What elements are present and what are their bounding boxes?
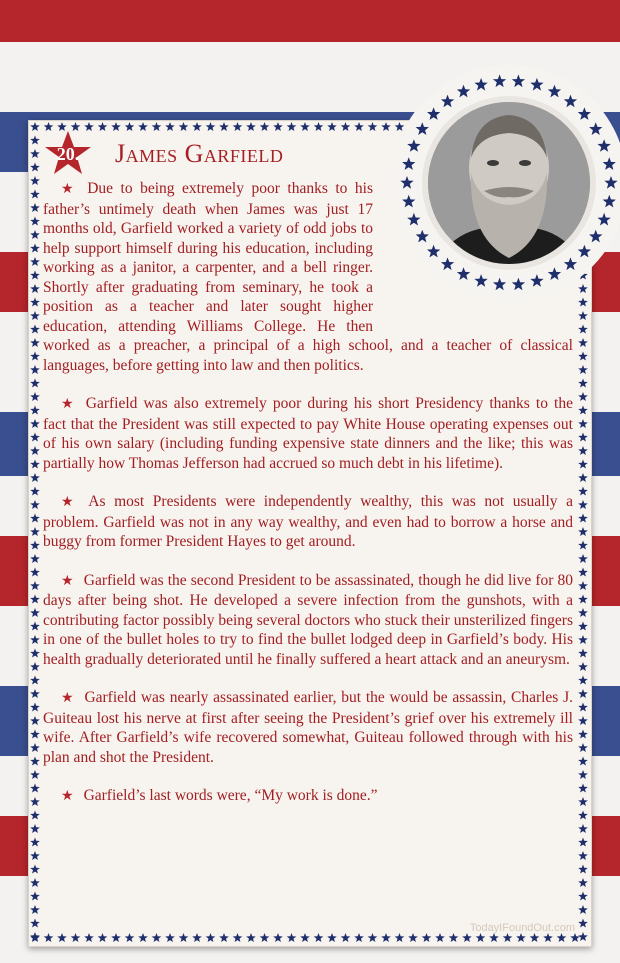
border-star-icon (192, 933, 202, 942)
border-star-icon (408, 933, 418, 942)
border-star-icon (578, 460, 588, 469)
border-star-icon (476, 933, 486, 942)
portrait (389, 63, 620, 303)
border-star-icon (314, 122, 324, 131)
border-star-icon (578, 622, 588, 631)
border-star-icon (30, 311, 40, 320)
border-star-icon (287, 122, 297, 131)
border-star-icon (578, 500, 588, 509)
border-star-icon (98, 122, 108, 131)
border-star-icon (30, 649, 40, 658)
border-star-icon (578, 662, 588, 671)
border-star-icon (125, 122, 135, 131)
border-star-icon (30, 851, 40, 860)
badge-number: 20. (56, 144, 80, 164)
border-star-icon (57, 933, 67, 942)
border-star-icon (30, 500, 40, 509)
border-star-icon (30, 608, 40, 617)
border-star-icon (341, 122, 351, 131)
border-star-icon (314, 933, 324, 942)
border-star-icon (341, 933, 351, 942)
border-star-icon (179, 933, 189, 942)
border-star-icon (138, 122, 148, 131)
border-star-icon (30, 757, 40, 766)
border-star-icon (206, 122, 216, 131)
border-star-icon (368, 122, 378, 131)
border-star-icon (30, 730, 40, 739)
border-star-icon (30, 338, 40, 347)
paragraph-text: Due to being extremely poor thanks to his father’s untimely death when James was just 17 months old, Garfield worked a variety of odd jobs to help support himself during his education, including working as a janitor, a carpenter, and a bell ringer. Shortly after graduating from seminary, he took a position as a teacher and later sought higher education, attending Williams College. He then worked as a preacher, a principal of a high school, and a teacher of classical languages, before getting into law and then politics. (43, 180, 573, 374)
border-star-icon (578, 797, 588, 806)
border-star-icon (30, 919, 40, 928)
paragraph-text: Garfield was also extremely poor during his short Presidency thanks to the fact that the President was still expected to pay White House operating expenses out of his own salary (including funding expensive state dinners and the like; this was partially how Thomas Jefferson had accrued so much debt in his lifetime). (43, 395, 573, 472)
border-star-icon (578, 757, 588, 766)
border-star-icon (578, 703, 588, 712)
border-star-icon (165, 933, 175, 942)
border-star-icon (30, 176, 40, 185)
border-star-icon (578, 838, 588, 847)
border-star-icon (530, 933, 540, 942)
paragraph-3 (43, 492, 573, 552)
border-star-icon (30, 298, 40, 307)
border-star-icon (30, 284, 40, 293)
border-star-icon (578, 892, 588, 901)
border-star-icon (327, 933, 337, 942)
border-star-icon (578, 514, 588, 523)
paragraph-5 (43, 688, 573, 767)
border-star-icon (578, 608, 588, 617)
paragraph-text: Garfield’s last words were, “My work is done.” (83, 787, 378, 804)
border-star-icon (578, 919, 588, 928)
border-star-icon (30, 190, 40, 199)
border-star-icon (30, 541, 40, 550)
border-star-icon (578, 379, 588, 388)
border-star-icon (30, 122, 40, 131)
border-star-icon (578, 352, 588, 361)
border-star-icon (30, 271, 40, 280)
border-star-icon (30, 797, 40, 806)
border-star-icon (287, 933, 297, 942)
border-star-icon (30, 892, 40, 901)
border-star-icon (233, 933, 243, 942)
border-star-icon (125, 933, 135, 942)
border-star-icon (30, 163, 40, 172)
border-star-icon (152, 933, 162, 942)
border-star-icon (206, 933, 216, 942)
border-star-icon (449, 933, 459, 942)
star-icon: ★ (61, 691, 75, 706)
border-star-icon (30, 514, 40, 523)
border-star-icon (98, 933, 108, 942)
border-star-icon (192, 122, 202, 131)
border-star-icon (578, 568, 588, 577)
border-star-icon (578, 473, 588, 482)
watermark: TodayIFoundOut.com (469, 922, 575, 934)
border-star-icon (111, 122, 121, 131)
border-star-icon (578, 824, 588, 833)
border-star-icon (219, 933, 229, 942)
border-star-icon (219, 122, 229, 131)
border-star-icon (165, 122, 175, 131)
border-star-icon (354, 122, 364, 131)
border-star-icon (30, 595, 40, 604)
border-star-icon (578, 365, 588, 374)
star-icon: ★ (61, 573, 74, 589)
border-star-icon (543, 933, 553, 942)
border-star-icon (30, 743, 40, 752)
border-star-icon (30, 568, 40, 577)
border-star-icon (516, 933, 526, 942)
paragraph-4 (43, 571, 573, 670)
border-star-icon (578, 932, 588, 941)
border-star-icon (30, 379, 40, 388)
border-star-icon (30, 703, 40, 712)
border-star-icon (71, 933, 81, 942)
border-star-icon (273, 122, 283, 131)
bg-stripe-red (0, 0, 620, 42)
border-star-icon (462, 933, 472, 942)
border-star-icon (30, 838, 40, 847)
border-star-icon (300, 122, 310, 131)
border-star-icon (30, 136, 40, 145)
border-star-icon (30, 676, 40, 685)
border-star-icon (30, 473, 40, 482)
star-icon: ★ (61, 182, 78, 197)
border-star-icon (489, 933, 499, 942)
border-star-icon (30, 365, 40, 374)
border-star-icon (84, 933, 94, 942)
border-star-icon (30, 149, 40, 158)
paragraph-6 (43, 786, 573, 807)
border-star-icon (395, 933, 405, 942)
border-star-icon (578, 554, 588, 563)
border-star-icon (273, 933, 283, 942)
page-title: James Garfield (115, 139, 284, 168)
border-star-icon (300, 933, 310, 942)
fact-card (28, 120, 592, 947)
paragraph-text: As most Presidents were independently wealthy, this was not usually a problem. Garfield was not in any way wealthy, and even had to borrow a horse and buggy from former President Hayes to get around. (43, 493, 573, 550)
border-star-icon (30, 865, 40, 874)
border-star-icon (30, 244, 40, 253)
border-star-icon (260, 122, 270, 131)
border-star-icon (44, 933, 54, 942)
border-star-icon (30, 257, 40, 266)
border-star-icon (30, 433, 40, 442)
border-star-icon (578, 595, 588, 604)
border-star-icon (435, 933, 445, 942)
border-star-icon (578, 338, 588, 347)
border-star-icon (111, 933, 121, 942)
border-star-icon (30, 824, 40, 833)
number-badge (43, 129, 93, 179)
border-star-icon (578, 487, 588, 496)
star-icon: ★ (61, 789, 74, 804)
border-star-icon (578, 784, 588, 793)
paragraph-text: Garfield was the second President to be assassinated, though he did live for 80 days after being shot. He developed a severe infection from the gunshots, with a contributing factor possibly being several doctors who stuck their unsterilized fingers in one of the bullet holes to try to find the bullet lodged deep in Garfield’s body. His health gradually deteriorated until he finally suffered a heart attack and an aneurysm. (43, 571, 573, 668)
border-star-icon (30, 716, 40, 725)
border-star-icon (557, 933, 567, 942)
border-star-icon (30, 554, 40, 563)
border-star-icon (578, 743, 588, 752)
border-star-icon (368, 933, 378, 942)
border-star-icon (578, 716, 588, 725)
star-icon: ★ (61, 397, 76, 412)
border-star-icon (422, 933, 432, 942)
border-star-icon (30, 352, 40, 361)
border-star-icon (30, 487, 40, 496)
border-star-icon (354, 933, 364, 942)
border-star-icon (233, 122, 243, 131)
border-star-icon (138, 933, 148, 942)
border-star-icon (30, 784, 40, 793)
border-star-icon (30, 446, 40, 455)
border-star-icon (30, 217, 40, 226)
border-star-icon (30, 905, 40, 914)
border-star-icon (578, 689, 588, 698)
border-star-icon (503, 933, 513, 942)
border-star-icon (578, 392, 588, 401)
border-star-icon (578, 878, 588, 887)
border-star-icon (570, 933, 580, 942)
border-star-icon (578, 811, 588, 820)
border-star-icon (246, 933, 256, 942)
border-star-icon (30, 406, 40, 415)
border-star-icon (30, 878, 40, 887)
border-star-icon (30, 770, 40, 779)
border-star-icon (578, 865, 588, 874)
border-star-icon (30, 325, 40, 334)
star-icon: ★ (61, 495, 79, 510)
border-star-icon (30, 689, 40, 698)
portrait-medallion (389, 63, 620, 303)
border-star-icon (30, 635, 40, 644)
border-star-icon (152, 122, 162, 131)
border-star-icon (578, 325, 588, 334)
border-star-icon (30, 460, 40, 469)
border-star-icon (578, 635, 588, 644)
border-star-icon (578, 527, 588, 536)
border-star-icon (246, 122, 256, 131)
border-star-icon (578, 676, 588, 685)
border-star-icon (578, 433, 588, 442)
border-star-icon (578, 730, 588, 739)
border-star-icon (30, 230, 40, 239)
border-star-icon (578, 851, 588, 860)
border-star-icon (578, 311, 588, 320)
border-star-icon (30, 662, 40, 671)
border-star-icon (327, 122, 337, 131)
paragraph-2 (43, 394, 573, 473)
paragraph-text: Garfield was nearly assassinated earlier, but the would be assassin, Charles J. Guiteau lost his nerve at first after seeing the President’s grief over his extremely ill wife. After Garfield’s wife recovered somewhat, Guiteau followed through with his plan and shot the President. (43, 689, 573, 766)
border-star-icon (30, 811, 40, 820)
border-star-icon (179, 122, 189, 131)
border-star-icon (578, 649, 588, 658)
border-star-icon (578, 446, 588, 455)
border-star-icon (578, 541, 588, 550)
border-star-icon (30, 419, 40, 428)
border-star-icon (578, 770, 588, 779)
border-star-icon (30, 581, 40, 590)
border-star-icon (578, 581, 588, 590)
border-star-icon (578, 406, 588, 415)
border-star-icon (30, 527, 40, 536)
border-star-icon (381, 933, 391, 942)
border-star-icon (30, 392, 40, 401)
border-star-icon (578, 905, 588, 914)
border-star-icon (30, 622, 40, 631)
border-star-icon (260, 933, 270, 942)
border-star-icon (30, 203, 40, 212)
border-star-icon (578, 419, 588, 428)
